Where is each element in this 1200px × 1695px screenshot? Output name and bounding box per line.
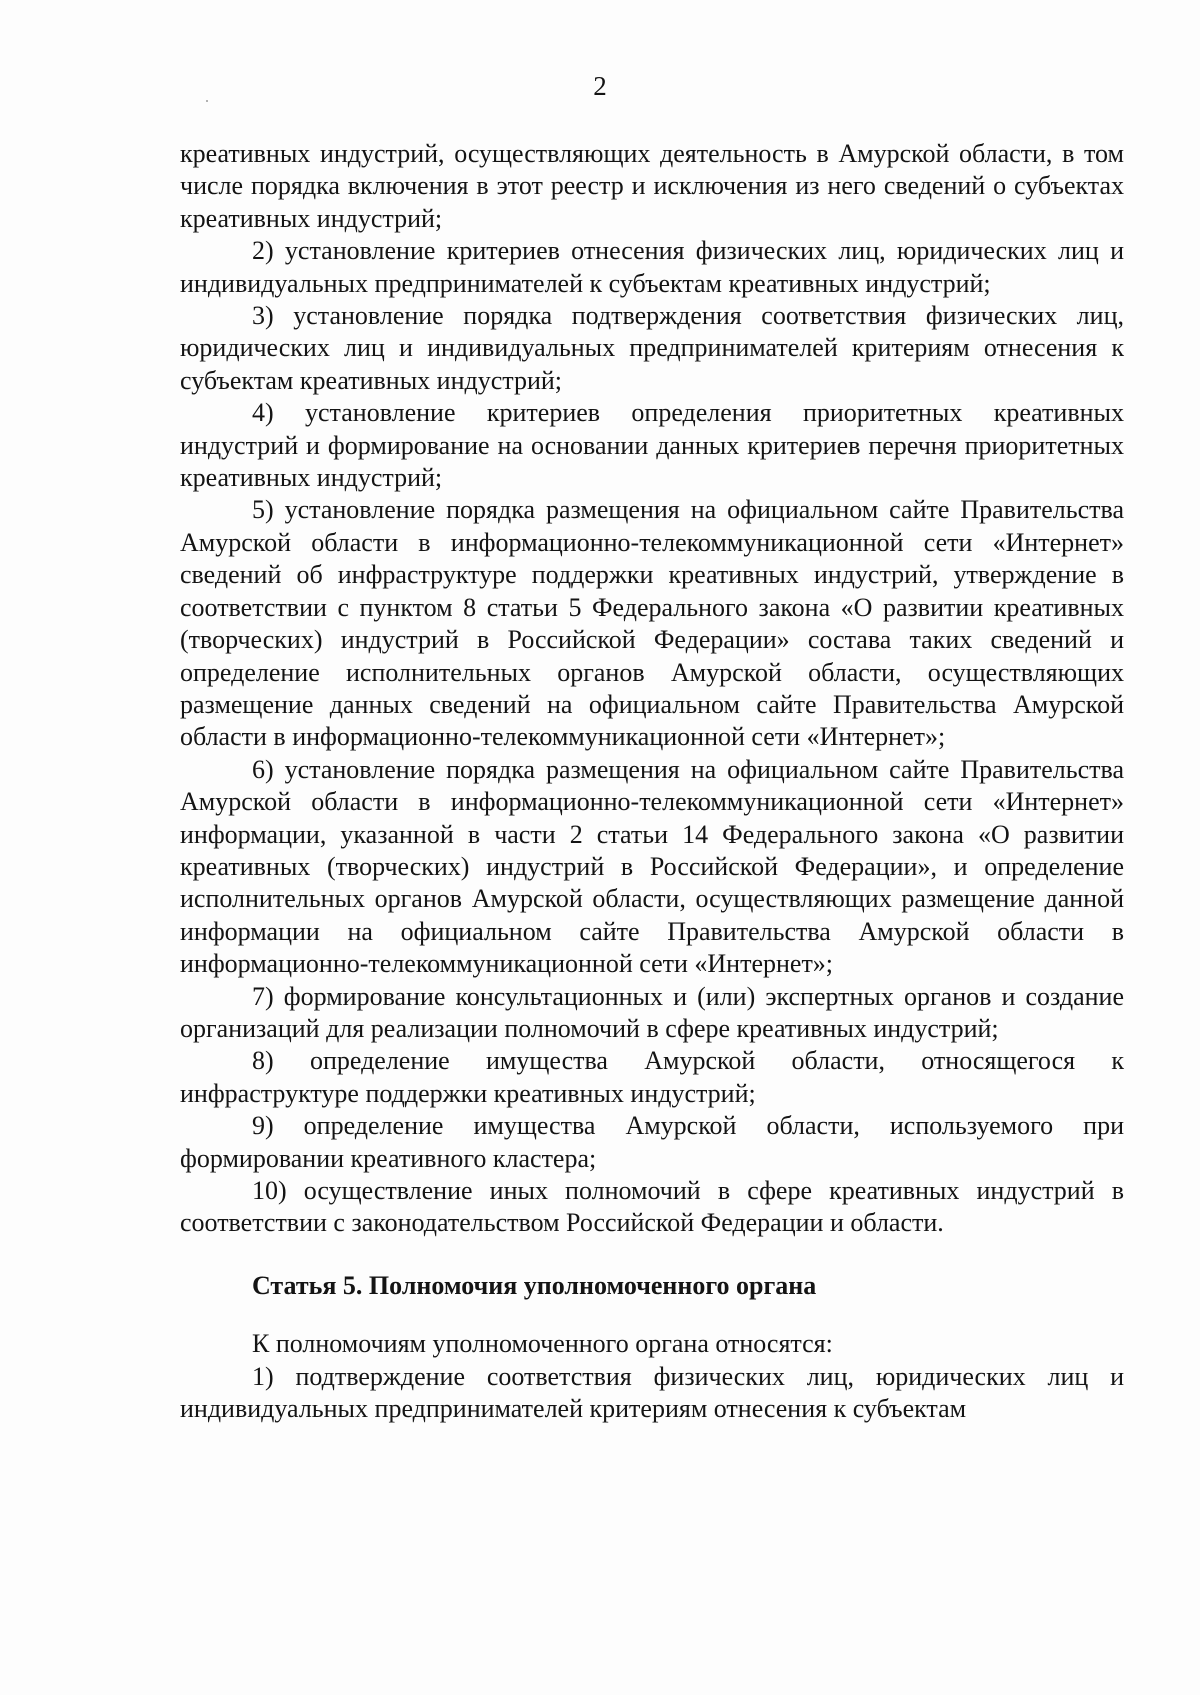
list-item-6: 6) установление порядка размещения на официальном сайте Правительства Амурской области в информационно-телекоммуникационной сети «Интернет» информации, указанной в части 2 статьи 14 Федерального закона «О развитии креативных (творческих) индустрий в Российской Федерации», и определение исполнительных органов Амурской области, осуществляющих размещение данной информации на официальном сайте Правительства Амурской области в информационно-телекоммуникационной сети «Интернет»; — [180, 754, 1124, 979]
article-5-heading: Статья 5. Полномочия уполномоченного органа — [252, 1270, 817, 1300]
list-item-2: 2) установление критериев отнесения физических лиц, юридических лиц и индивидуальных предпринимателей к субъектам креативных индустрий; — [180, 236, 1124, 298]
article-5-item-1: 1) подтверждение соответствия физических лиц, юридических лиц и индивидуальных предпринимателей критериям отнесения к субъектам — [180, 1361, 1124, 1424]
document-body — [180, 138, 1124, 1425]
page-number: 2 — [593, 71, 607, 101]
list-item-10: 10) осуществление иных полномочий в сфере креативных индустрий в соответствии с законодательством Российской Федерации и области. — [180, 1176, 1124, 1238]
article-5-intro: К полномочиям уполномоченного органа относятся: — [252, 1329, 833, 1359]
heading-spacer — [180, 1302, 1124, 1328]
list-item-9: 9) определение имущества Амурской области, используемого при формировании креативного кластера; — [180, 1111, 1124, 1173]
paragraph-continuation: креативных индустрий, осуществляющих деятельность в Амурской области, в том числе порядка включения в этот реестр и исключения из него сведений о субъектах креативных индустрий; — [180, 139, 1124, 233]
list-item-3: 3) установление порядка подтверждения соответствия физических лиц, юридических лиц и индивидуальных предпринимателей критериям отнесения к субъектам креативных индустрий; — [180, 301, 1124, 395]
list-item-7: 7) формирование консультационных и (или) экспертных органов и создание организаций для реализации полномочий в сфере креативных индустрий; — [180, 981, 1124, 1043]
list-item-8: 8) определение имущества Амурской области, относящегося к инфраструктуре поддержки креативных индустрий; — [180, 1046, 1124, 1108]
scan-artifact-dot — [206, 100, 208, 102]
list-item-4: 4) установление критериев определения приоритетных креативных индустрий и формирование на основании данных критериев перечня приоритетных креативных индустрий; — [180, 398, 1124, 493]
list-item-5: 5) установление порядка размещения на официальном сайте Правительства Амурской области в информационно-телекоммуникационной сети «Интернет» сведений об инфраструктуре поддержки креативных индустрий, утверждение в соответствии с пунктом 8 статьи 5 Федерального закона «О развитии креативных (творческих) индустрий в Российской Федерации» состава таких сведений и определение исполнительных органов Амурской области, осуществляющих размещение данных сведений на официальном сайте Правительства Амурской области в информационно-телекоммуникационной сети «Интернет»; — [180, 495, 1124, 752]
